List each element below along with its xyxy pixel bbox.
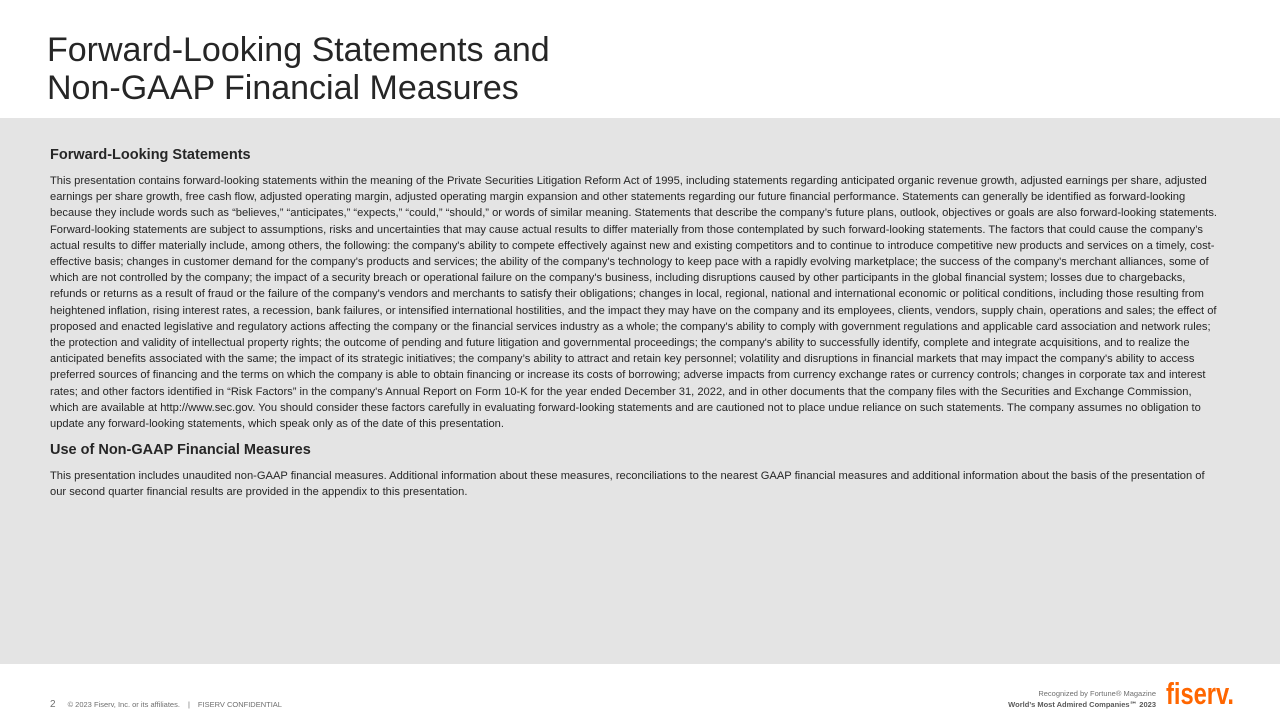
section-heading-non-gaap: Use of Non-GAAP Financial Measures xyxy=(50,442,311,459)
fiserv-logo xyxy=(1166,672,1236,712)
section-body-forward-looking: This presentation contains forward-looking statements within the meaning of the Private Securities Litigation Reform Act of 1995, including statements regarding anticipated organic revenue growth, adjusted earnings per share, adjusted earnings per share growth, free cash flow, adjusted operating margin, adjusted operating margin expansion and other statements regarding our future financial performance. Statements can generally be identified as forward-looking because they include words such as “believes,” “anticipates,” “expects,” “could,” “should,” or words of similar meaning. Statements that describe the company’s future plans, outlook, objectives or goals are also forward-looking statements. Forward-looking statements are subject to assumptions, risks and uncertainties that may cause actual results to differ materially from those contemplated by such forward-looking statements. The factors that could cause the company’s actual results to differ materially include, among others, the following: the company's ability to compete effectively against new and existing competitors and to continue to introduce competitive new products and services on a timely, cost-effective basis; changes in customer demand for the company's products and services; the ability of the company's technology to keep pace with a rapidly evolving marketplace; the success of the company's merchant alliances, some of which are not controlled by the company; the impact of a security breach or operational failure on the company's business, including disruptions caused by other participants in the global financial system; losses due to chargebacks, refunds or returns as a result of fraud or the failure of the company's vendors and merchants to satisfy their obligations; changes in local, regional, national and international economic or political conditions, including those resulting from heightened inflation, rising interest rates, a recession, bank failures, or intensified international hostilities, and the impact they may have on the company and its employees, clients, vendors, supply chain, operations and sales; the effect of proposed and enacted legislative and regulatory actions affecting the company or the financial services industry as a whole; the company's ability to comply with government regulations and applicable card association and network rules; the protection and validity of intellectual property rights; the outcome of pending and future litigation and governmental proceedings; the company's ability to successfully identify, complete and integrate acquisitions, and to realize the anticipated benefits associated with the same; the impact of its strategic initiatives; the company’s ability to attract and retain key personnel; volatility and disruptions in financial markets that may impact the company's ability to access preferred sources of financing and the terms on which the company is able to obtain financing or increase its costs of borrowing; adverse impacts from currency exchange rates or currency controls; changes in corporate tax and interest rates; and other factors identified in “Risk Factors” in the company's Annual Report on Form 10-K for the year ended December 31, 2022, and in other documents that the company files with the Securities and Exchange Commission, which are available at http://www.sec.gov. You should consider these factors carefully in evaluating forward-looking statements and are cautioned not to place undue reliance on such statements. The company assumes no obligation to update any forward-looking statements, which speak only as of the date of this presentation. xyxy=(50,175,1218,431)
recognition-text xyxy=(1008,688,1156,710)
section-body-non-gaap: This presentation includes unaudited non-GAAP financial measures. Additional information about these measures, reconciliations to the nearest GAAP financial measures and additional information about the basis of the presentation of our second quarter financial results are provided in the appendix to this presentation. xyxy=(50,470,1205,499)
svg-text:fiserv.: fiserv. xyxy=(1166,676,1234,711)
section-heading-forward-looking: Forward-Looking Statements xyxy=(50,147,251,163)
copyright-text: © 2023 Fiserv, Inc. or its affiliates. xyxy=(67,700,180,709)
footer-separator: | xyxy=(187,700,190,709)
page-number: 2 xyxy=(50,699,56,710)
confidential-label: FISERV CONFIDENTIAL xyxy=(197,700,282,709)
page-title-line2: Non-GAAP Financial Measures xyxy=(47,69,519,107)
content-body xyxy=(50,147,1220,501)
recognition-line2: World’s Most Admired Companies℠ 2023 xyxy=(1008,700,1156,709)
recognition-line1: Recognized by Fortune® Magazine xyxy=(1038,689,1156,698)
footer-left xyxy=(50,699,282,710)
page-title-line1: Forward-Looking Statements and xyxy=(47,31,550,69)
page-title xyxy=(47,31,947,107)
